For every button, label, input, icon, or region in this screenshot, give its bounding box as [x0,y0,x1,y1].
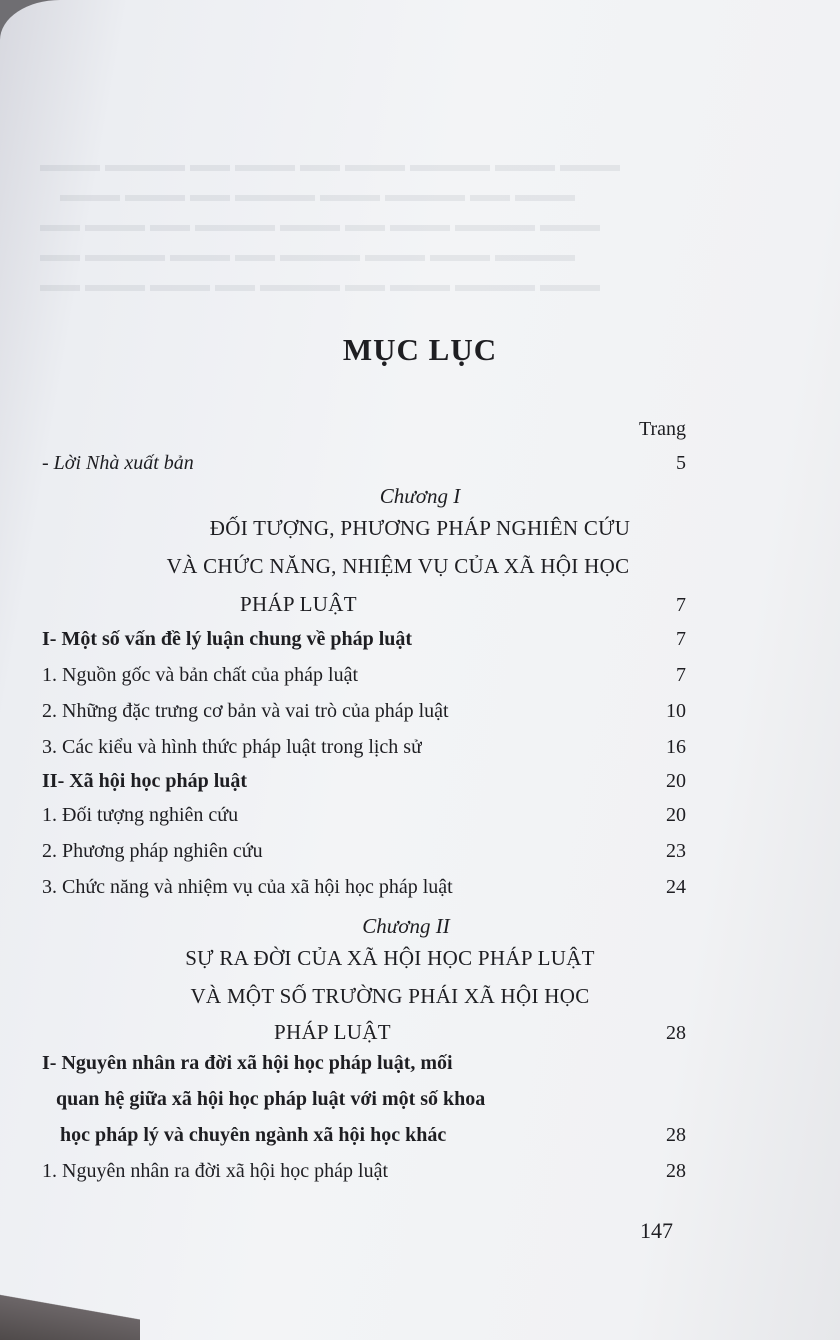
chapter-label: Chương I [379,484,461,508]
toc-entry-page: 7 [676,628,686,650]
toc-entry-page: 24 [666,876,686,898]
toc-entry-page: 28 [666,1160,686,1182]
toc-entry [42,452,686,475]
toc-entry-text: học pháp lý và chuyên ngành xã hội học khác [60,1124,447,1146]
toc-entry-page: 28 [666,1022,686,1044]
toc-entry [42,736,686,759]
toc-entry [42,1052,686,1075]
toc-entry-page: 5 [676,452,686,474]
page-column-header [42,418,686,441]
page-column-label: Trang [638,418,686,440]
toc-entry [42,1088,686,1111]
background-surface [0,1290,140,1340]
chapter-label: Chương II [362,914,450,938]
toc-entry [42,664,686,687]
toc-entry [42,592,686,617]
toc-entry-page: 7 [676,594,686,616]
toc-entry-text: I- Nguyên nhân ra đời xã hội học pháp luật, mối [42,1052,453,1074]
toc-entry-text: 2. Phương pháp nghiên cứu [42,840,263,862]
show-through-texture: ▬▬▬ ▬▬▬▬ ▬▬ ▬▬▬ ▬▬ ▬▬▬ ▬▬▬▬ ▬▬▬ ▬▬▬ ▬▬▬ ▬▬▬ ▬▬ ▬▬▬▬ ▬▬▬ ▬▬▬▬ ▬▬ ▬▬▬ ▬▬ ▬▬▬ ▬▬ ▬▬▬▬ ▬▬▬ ▬▬ ▬▬▬ ▬▬▬▬ ▬▬▬ ▬▬ ▬▬▬▬ ▬▬▬ ▬▬ ▬▬▬▬ ▬▬▬ ▬▬▬ ▬▬▬▬ ▬▬ ▬▬▬ ▬▬▬ ▬▬ ▬▬▬▬ ▬▬ ▬▬▬ ▬▬▬▬ ▬▬▬ [40,154,620,296]
toc-entry-text: I- Một số vấn đề lý luận chung về pháp luật [42,628,413,650]
toc-entry [42,628,686,651]
toc-entry-page: 23 [666,840,686,862]
toc-entry [42,1020,686,1045]
chapter-heading-line: VÀ MỘT SỐ TRƯỜNG PHÁI XÃ HỘI HỌC [190,984,590,1008]
toc-entry-text: 3. Các kiểu và hình thức pháp luật trong lịch sử [42,736,422,758]
toc-entry [42,1124,686,1147]
toc-entry-page: 28 [666,1124,686,1146]
toc-entry-page: 16 [666,736,686,758]
toc-entry-text: II- Xã hội học pháp luật [42,770,248,792]
page-number: 147 [640,1218,673,1243]
toc-entry [42,804,686,827]
toc-entry-text: PHÁP LUẬT [274,1020,391,1044]
toc-entry [42,770,686,793]
chapter-heading-line: SỰ RA ĐỜI CỦA XÃ HỘI HỌC PHÁP LUẬT [185,946,595,970]
toc-entry [42,840,686,863]
toc-entry-text: 2. Những đặc trưng cơ bản và vai trò của pháp luật [42,700,449,722]
toc-entry-text: PHÁP LUẬT [240,592,357,616]
toc-entry-text: 1. Nguyên nhân ra đời xã hội học pháp luật [42,1160,389,1182]
toc-entry-page: 10 [666,700,686,722]
toc-entry [42,700,686,723]
toc-entry-text: 3. Chức năng và nhiệm vụ của xã hội học pháp luật [42,876,453,898]
toc-entry-text: 1. Đối tượng nghiên cứu [42,804,239,826]
toc-entry-page: 20 [666,770,686,792]
toc-entry [42,876,686,899]
chapter-heading-line: VÀ CHỨC NĂNG, NHIỆM VỤ CỦA XÃ HỘI HỌC [166,554,630,578]
toc-entry-text: - Lời Nhà xuất bản [42,452,194,474]
toc-entry-page: 7 [676,664,686,686]
page-title: MỤC LỤC [342,332,498,367]
chapter-heading-line: ĐỐI TƯỢNG, PHƯƠNG PHÁP NGHIÊN CỨU [209,516,631,540]
toc-entry-text: quan hệ giữa xã hội học pháp luật với một số khoa [56,1088,486,1110]
toc-entry-text: 1. Nguồn gốc và bản chất của pháp luật [42,664,359,686]
toc-entry-page: 20 [666,804,686,826]
toc-entry [42,1160,686,1183]
